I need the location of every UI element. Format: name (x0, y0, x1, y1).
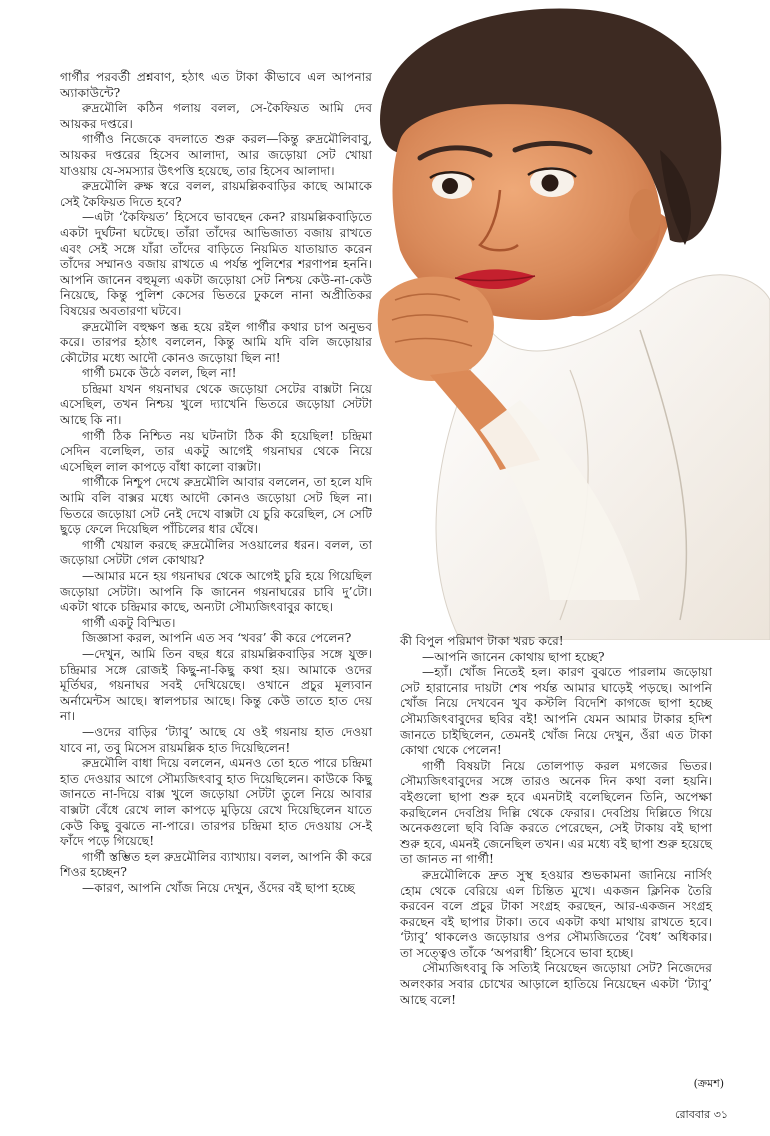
paragraph: —এটা ‘কৈফিয়ত’ হিসেবে ভাবছেন কেন? রায়মল্লিকবাড়িতে একটা দুর্ঘটনা ঘটেছে। তাঁরা তাঁদের আভিজাত্য বজায় রাখতে এবং সেই সঙ্গে যাঁরা তাঁদের বাড়িতে নিয়মিত যাতায়াত করেন তাঁদের সম্মানও বজায় রাখতে এ পর্যন্ত পুলিশের শরণাপন্ন হননি। আপনি জানেন বহুমূল্য একটা জড়োয়া সেট নিশ্চয় কেউ-না-কেউ নিয়েছে, কিন্তু পুলিশ কেসের ভিতরে ঢুকলে নানা অপ্রীতিকর বিষয়ের অবতারণা ঘটবে। (60, 210, 372, 318)
paragraph: রুদ্রমৌলি কঠিন গলায় বলল, সে-কৈফিয়ত আমি দেব আয়কর দপ্তরে। (60, 101, 372, 131)
paragraph: গার্গী ঠিক নিশ্চিত নয় ঘটনাটা ঠিক কী হয়েছিল! চন্দ্রিমা সেদিন বলেছিল, তার একটু আগেই গয়নাঘর থেকে নিয়ে এসেছিল লাল কাপড়ে বাঁধা কালো বাক্সটা। (60, 428, 372, 474)
paragraph: গার্গীও নিজেকে বদলাতে শুরু করল—কিন্তু রুদ্রমৌলিবাবু, আয়কর দপ্তরের হিসেব আলাদা, আর জড়োয়া সেট খোয়া যাওয়ায় যে-সমস্যার উৎপত্তি হয়েছে, তার হিসেব আলাদা। (60, 132, 372, 178)
paragraph: রুদ্রমৌলি রুক্ষ স্বরে বলল, রায়মল্লিকবাড়ির কাছে আমাকে সেই কৈফিয়ত দিতে হবে? (60, 179, 372, 209)
woman-portrait-image (340, 0, 770, 640)
paragraph: —কারণ, আপনি খোঁজ নিয়ে দেখুন, ওঁদের বই ছাপা হচ্ছে (82, 880, 355, 895)
paragraph: রুদ্রমৌলিকে দ্রুত সুস্থ হওয়ার শুভকামনা জানিয়ে নার্সিং হোম থেকে বেরিয়ে এল চিন্তিত মুখে। একজন ক্লিনিক তৈরি করবেন বলে প্রচুর টাকা সংগ্রহ করছেন, আর-একজন সংগ্রহ করছেন বই ছাপার টাকা। তবে একটা কথা মাথায় রাখতে হবে। ‘ট্যাবু’ থাকলেও জড়োয়ার ওপর সৌম্যজিতের ‘বৈধ’ অধিকার। তা সত্ত্বেও তাঁকে ‘অপরাধী’ হিসেবে ভাবা হচ্ছে। (400, 867, 712, 960)
portrait-illustration (340, 0, 770, 640)
paragraph: —আমার মনে হয় গয়নাঘর থেকে আগেই চুরি হয়ে গিয়েছিল জড়োয়া সেটটা। আপনি কি জানেন গয়নাঘরের চাবি দু’টো। একটা থাকে চন্দ্রিমার কাছে, অন্যটা সৌম্যজিৎবাবুর কাছে। (60, 569, 372, 615)
paragraph: রুদ্রমৌলি বাধা দিয়ে বললেন, এমনও তো হতে পারে চন্দ্রিমা হাত দেওয়ার আগে সৌম্যজিৎবাবু হাত দিয়েছিলেন। কাউকে কিছু জানতে না-দিয়ে বাক্স খুলে জড়োয়া সেটটা তুলে নিয়ে আবার বাক্সটা বেঁধে রেখে লাল কাপড়ে মুড়িয়ে রেখে দিয়েছিলেন যাতে কেউ কিছু বুঝতে না-পারে। তারপর চন্দ্রিমা হাত দেওয়ায় সে-ই ফাঁদে পড়ে গিয়েছে! (60, 756, 372, 849)
continued-marker: (ক্রমশ) (693, 1077, 724, 1090)
paragraph: গার্গী একটু বিস্মিত। (82, 615, 176, 630)
paragraph: গার্গীর পরবর্তী প্রশ্নবাণ, হঠাৎ এত টাকা কীভাবে এল আপনার অ্যাকাউন্টে? (60, 70, 372, 100)
paragraph: রুদ্রমৌলি বহুক্ষণ স্তব্ধ হয়ে রইল গার্গীর কথার চাপ অনুভব করে। তারপর হঠাৎ বললেন, কিন্তু আমি যদি বলি জড়োয়ার কৌটোর মধ্যে আদৌ কোনও জড়োয়া ছিল না! (60, 319, 372, 365)
paragraph: জিজ্ঞাসা করল, আপনি এত সব ‘খবর’ কী করে পেলেন? (82, 631, 352, 646)
page-footer: রোববার ৩১ (675, 1108, 728, 1121)
paragraph: গার্গীকে নিশ্চুপ দেখে রুদ্রমৌলি আবার বললেন, তা হলে যদি আমি বলি বাক্সর মধ্যে আদৌ কোনও জড়োয়া সেট ছিল না। ভিতরে জড়োয়া সেট নেই দেখে বাক্সটা যে চুরি করেছিল, সে সেটি ছুড়ে ফেলে দিয়েছিল পাঁচিলের ধার ঘেঁষে। (60, 475, 372, 537)
left-text-column (60, 70, 372, 896)
paragraph: সৌম্যজিৎবাবু কি সত্যিই নিয়েছেন জড়োয়া সেট? নিজেদের অলংকার সবার চোখের আড়ালে হাতিয়ে নিয়েছেন একটা ‘ট্যাবু’ আছে বলে! (400, 961, 712, 1007)
paragraph: —আপনি জানেন কোথায় ছাপা হচ্ছে? (422, 649, 605, 664)
paragraph: গার্গী বিষয়টা নিয়ে তোলপাড় করল মগজের ভিতর। সৌম্যজিৎবাবুদের সঙ্গে তারও অনেক দিন কথা বলা হয়নি। বইগুলো ছাপা শুরু হবে এমনটাই বলেছিলেন তিনি, অপেক্ষা করছিলেন দেবপ্রিয় দিল্লি থেকে ফেরার। দেবপ্রিয় দিল্লিতে গিয়ে অনেকগুলো ছবি বিক্রি করতে পেরেছেন, সেই টাকায় বই ছাপা শুরু হবে, এমনই জেনেছিল তখন। এর মধ্যে বই ছাপা শুরু হয়েছে তা জানত না গার্গী! (400, 758, 712, 867)
paragraph: গার্গী খেয়াল করছে রুদ্রমৌলির সওয়ালের ধরন। বলল, তা জড়োয়া সেটটা গেল কোথায়? (60, 537, 372, 568)
paragraph: —দেখুন, আমি তিন বছর ধরে রায়মল্লিকবাড়ির সঙ্গে যুক্ত। চন্দ্রিমার সঙ্গে রোজই কিছু-না-কিছু কথা হয়। আমাকে ওদের মূর্তিঘর, গয়নাঘর সবই দেখিয়েছে। ওখানে প্রচুর মূল্যবান অর্নামেন্টস আছে। স্বালপচার আছে। কিন্তু কেউ তাতে হাত দেয় না। (60, 646, 372, 724)
paragraph: চন্দ্রিমা যখন গয়নাঘর থেকে জড়োয়া সেটের বাক্সটা নিয়ে এসেছিল, তখন নিশ্চয় খুলে দ্যাখেনি ভিতরে জড়োয়া সেটটা আছে কি না। (60, 381, 372, 428)
paragraph: —ওদের বাড়ির ‘ট্যাবু’ আছে যে ওই গয়নায় হাত দেওয়া যাবে না, তবু মিসেস রায়মল্লিক হাত দিয়েছিলেন! (60, 724, 372, 755)
paragraph: গার্গী স্তম্ভিত হল রুদ্রমৌলির ব্যাখ্যায়। বলল, আপনি কী করে শিওর হচ্ছেন? (60, 849, 372, 880)
paragraph: গার্গী চমকে উঠে বলল, ছিল না! (82, 366, 237, 381)
paragraph: কী বিপুল পরিমাণ টাকা খরচ করে! (400, 634, 564, 648)
paragraph: —হ্যাঁ। খোঁজ নিতেই হল। কারণ বুঝতে পারলাম জড়োয়া সেট হারানোর দায়টা শেষ পর্যন্ত আমার ঘাড়েই পড়ছে। আপনি খোঁজ নিয়ে দেখবেন খুব কস্টলি বিদেশি কাগজে ছাপা হচ্ছে সৌম্যজিৎবাবুদের ছবির বই! আপনি যেমন আমার টাকার হদিশ জানতে চাইছিলেন, তেমনই খোঁজ নিয়ে দেখুন, ওঁরা এত টাকা কোথা থেকে পেলেন! (400, 665, 712, 758)
right-text-column (400, 634, 712, 1008)
